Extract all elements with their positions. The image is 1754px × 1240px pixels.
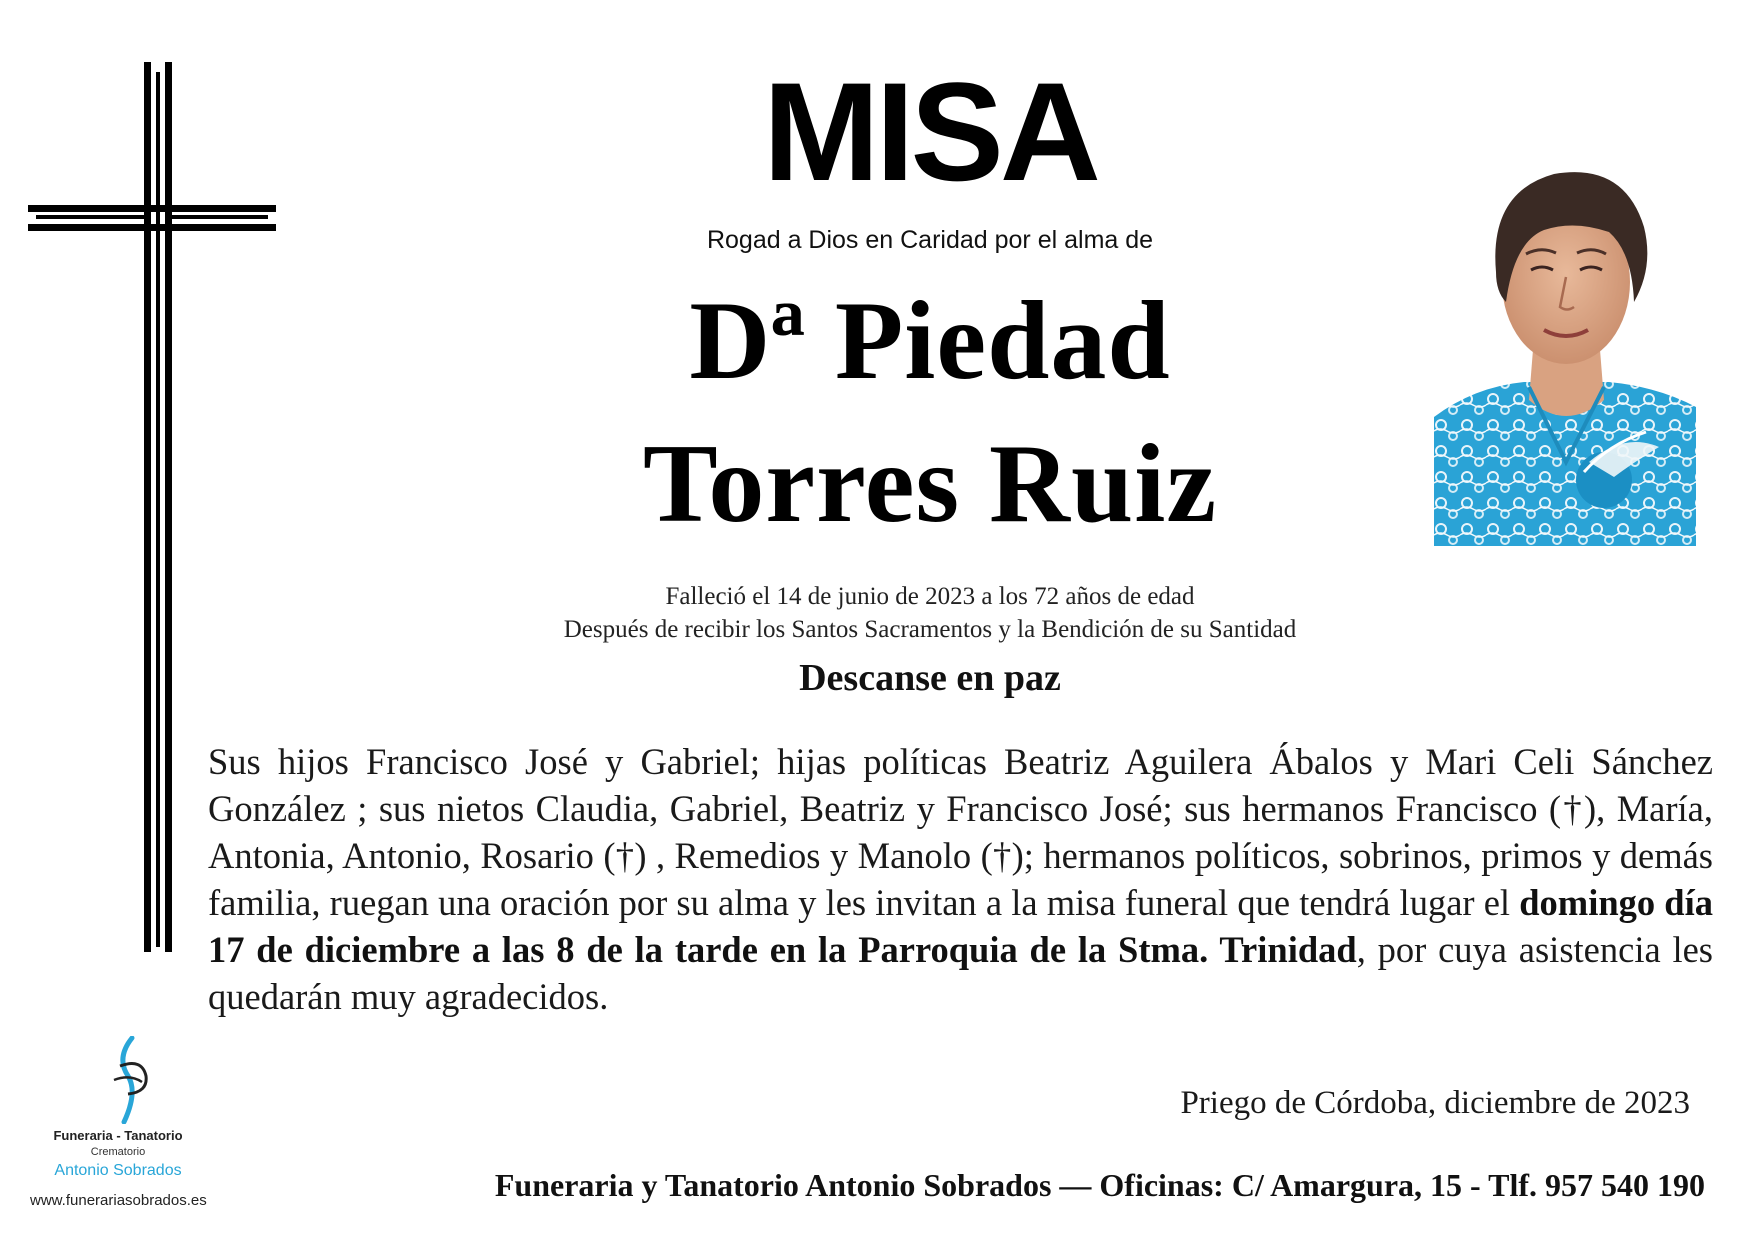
death-date-text: Falleció el 14 de junio de 2023 a los 72 años de edad — [665, 583, 1195, 610]
logo-line3: Antonio Sobrados — [54, 1162, 182, 1179]
logo-line2: Crematorio — [90, 1146, 146, 1158]
funeral-home-logo — [30, 1036, 230, 1216]
announcement-text-closing: , por cuya asistencia les quedarán muy agradecidos. — [208, 929, 1714, 1017]
funeral-home-logo-icon — [102, 1036, 158, 1124]
family-announcement — [208, 738, 1713, 1020]
website-url[interactable]: www.funerariasobrados.es — [30, 1192, 207, 1209]
place-date: Priego de Córdoba, diciembre de 2023 — [1180, 1085, 1690, 1121]
page-title: MISA — [763, 53, 1097, 210]
announcement-text-intro: Sus hijos Francisco José y Gabriel; hijas políticas Beatriz Aguilera Ábalos y Mari Celi Sánchez González ; sus nietos Claudia, Gabriel, Beatriz y Francisco José; sus hermanos Francisco (†), María, Antonia, Antonio, Rosario (†) , Remedios y Manolo (†); hermanos políticos, sobrinos, primos y demás familia, ruegan una oración por su alma y les invitan a la misa funeral que tendrá lugar el — [208, 741, 1713, 923]
mass-details: domingo día 17 de diciembre a las 8 de la tarde en la Parroquia de la Stma. Trinidad — [208, 882, 1713, 970]
subheading: Rogad a Dios en Caridad por el alma de — [706, 226, 1154, 254]
logo-line1: Funeraria - Tanatorio — [53, 1128, 183, 1143]
footer-contact: Funeraria y Tanatorio Antonio Sobrados — Oficinas: C/ Amargura, 15 - Tlf. 957 540 190 — [494, 1167, 1705, 1203]
deceased-name-line2: Torres Ruiz — [642, 422, 1218, 546]
portrait-illustration — [1434, 132, 1696, 546]
deceased-name-line1: Dª Piedad — [689, 279, 1171, 403]
deceased-portrait — [1434, 132, 1696, 546]
sacraments-text: Después de recibir los Santos Sacramentos y la Bendición de su Santidad — [563, 616, 1297, 643]
rest-in-peace-text: Descanse en paz — [799, 657, 1061, 699]
